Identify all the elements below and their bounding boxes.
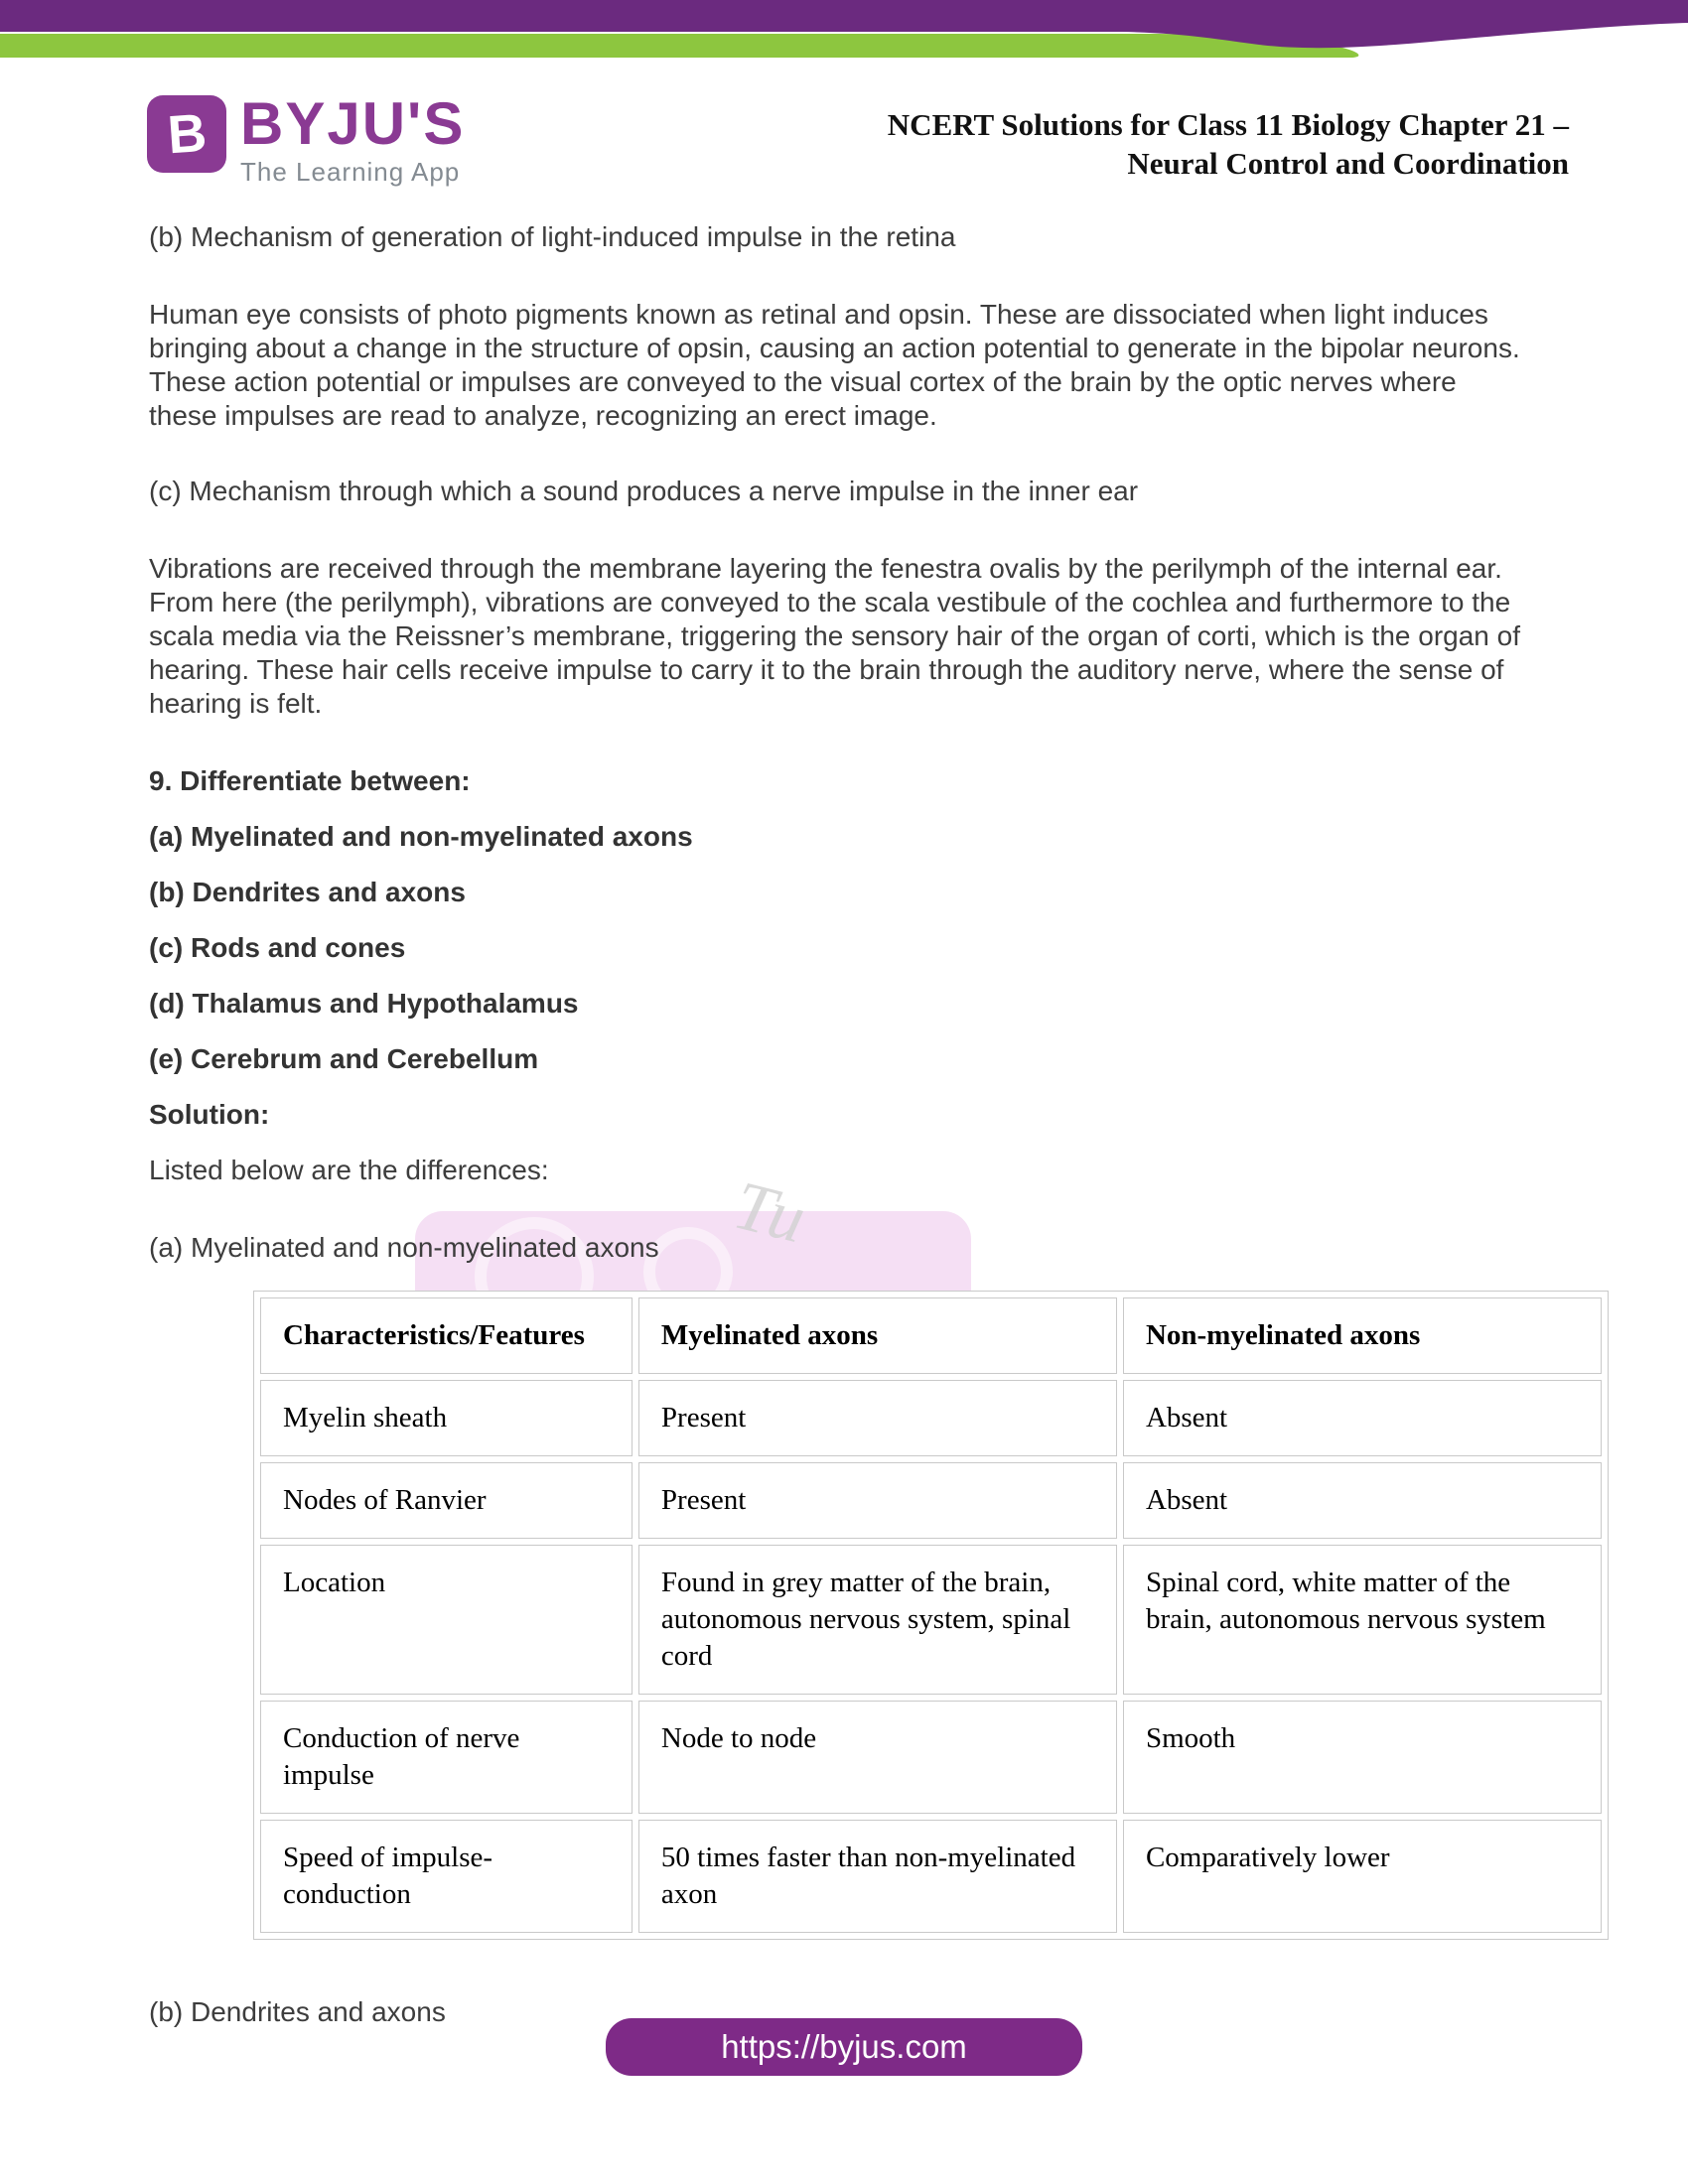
cell-myelinated: Found in grey matter of the brain, autonomous nervous system, spinal cord	[638, 1545, 1117, 1695]
table-caption: (a) Myelinated and non-myelinated axons	[149, 1232, 659, 1263]
cell-myelinated: 50 times faster than non-myelinated axon	[638, 1820, 1117, 1933]
section-b-dendrites-heading: (b) Dendrites and axons	[149, 1996, 446, 2027]
q9-item-d: (d) Thalamus and Hypothalamus	[149, 988, 579, 1019]
cell-non-myelinated: Comparatively lower	[1123, 1820, 1602, 1933]
section-b-paragraph: Human eye consists of photo pigments known as retinal and opsin. These are dissociated when light induces bringing about a change in the structure of opsin, causing an action potential to generate in the bipolar neurons. These action potential or impulses are conveyed to the visual cortex of the brain by the optic nerves where these impulses are read to analyze, recognizing an erect image.	[149, 299, 1520, 431]
cell-non-myelinated: Smooth	[1123, 1701, 1602, 1814]
table-header-row	[260, 1297, 1602, 1374]
col-header-myelinated: Myelinated axons	[638, 1297, 1117, 1374]
page-title-line2: Neural Control and Coordination	[1127, 146, 1569, 181]
table-row	[260, 1380, 1602, 1456]
logo-text-column	[240, 90, 466, 188]
cell-myelinated: Present	[638, 1462, 1117, 1539]
section-c-paragraph: Vibrations are received through the membrane layering the fenestra ovalis by the perilymph of the internal ear. From here (the perilymph), vibrations are conveyed to the scala vestibule of the cochlea and furthermore to the scala media via the Reissner’s membrane, triggering the sensory hair of the organ of corti, which is the organ of hearing. These hair cells receive impulse to carry it to the brain through the auditory nerve, where the sense of hearing is felt.	[149, 553, 1520, 719]
question-9-heading: 9. Differentiate between:	[149, 765, 471, 796]
differences-table-wrap	[253, 1291, 1546, 1940]
cell-myelinated: Present	[638, 1380, 1117, 1456]
page-title	[888, 105, 1569, 183]
logo-tagline: The Learning App	[240, 157, 461, 187]
table-row	[260, 1820, 1602, 1933]
cell-feature: Location	[260, 1545, 633, 1695]
table-row	[260, 1701, 1602, 1814]
q9-item-b: (b) Dendrites and axons	[149, 877, 466, 907]
page-title-line1: NCERT Solutions for Class 11 Biology Chapter 21 –	[887, 107, 1569, 142]
logo-letter: B	[165, 102, 209, 166]
logo-brand-text: BYJU'S	[240, 90, 466, 157]
col-header-characteristics: Characteristics/Features	[260, 1297, 633, 1374]
byjus-logo-icon	[147, 95, 226, 173]
cell-non-myelinated: Absent	[1123, 1380, 1602, 1456]
document-body	[149, 220, 1546, 2029]
differences-table	[253, 1291, 1609, 1940]
solution-intro: Listed below are the differences:	[149, 1155, 549, 1185]
q9-item-a: (a) Myelinated and non-myelinated axons	[149, 821, 693, 852]
section-b-heading: (b) Mechanism of generation of light-induced impulse in the retina	[149, 221, 956, 252]
cell-feature: Speed of impulse-conduction	[260, 1820, 633, 1933]
cell-non-myelinated: Spinal cord, white matter of the brain, autonomous nervous system	[1123, 1545, 1602, 1695]
solution-label: Solution:	[149, 1099, 270, 1130]
cell-feature: Nodes of Ranvier	[260, 1462, 633, 1539]
watermark-ghost-text: Tu	[726, 1166, 813, 1259]
byjus-logo	[147, 90, 466, 188]
q9-item-e: (e) Cerebrum and Cerebellum	[149, 1043, 539, 1074]
byjus-site-button[interactable]: https://byjus.com	[606, 2018, 1082, 2076]
table-row	[260, 1545, 1602, 1695]
cell-feature: Conduction of nerve impulse	[260, 1701, 633, 1814]
cell-non-myelinated: Absent	[1123, 1462, 1602, 1539]
section-c-heading: (c) Mechanism through which a sound produces a nerve impulse in the inner ear	[149, 476, 1139, 506]
header-swoosh-bands	[0, 0, 1688, 99]
cell-myelinated: Node to node	[638, 1701, 1117, 1814]
q9-item-c: (c) Rods and cones	[149, 932, 406, 963]
table-row	[260, 1462, 1602, 1539]
cell-feature: Myelin sheath	[260, 1380, 633, 1456]
col-header-non-myelinated: Non-myelinated axons	[1123, 1297, 1602, 1374]
green-band-shape	[0, 34, 1358, 58]
